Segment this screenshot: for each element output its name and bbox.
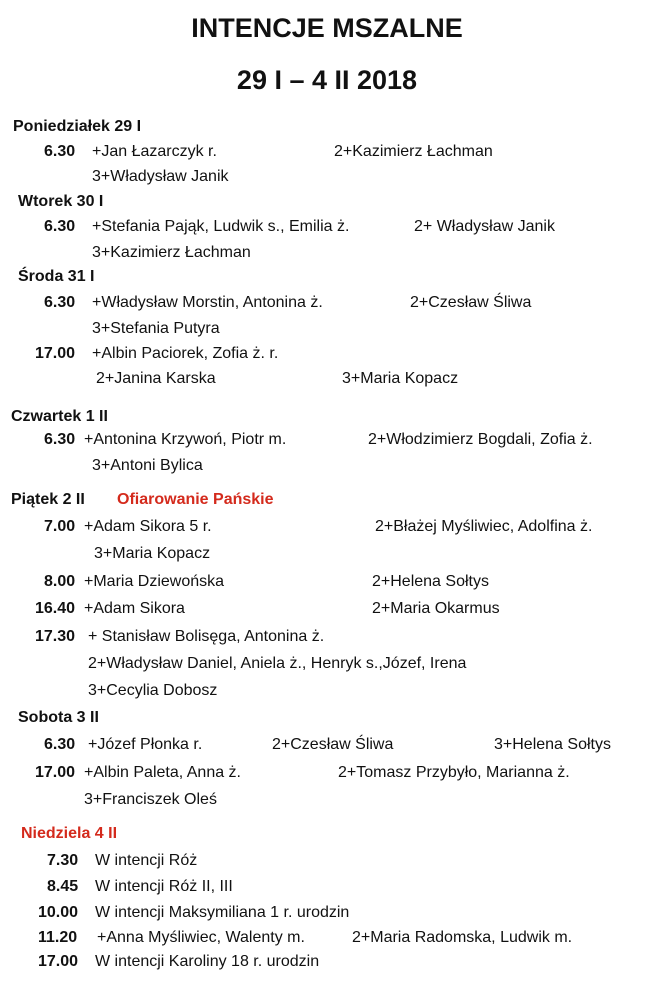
intention: 2+Janina Karska — [96, 370, 216, 387]
intention: 3+Maria Kopacz — [342, 370, 459, 387]
intention: 3+Maria Kopacz — [94, 545, 211, 562]
intention: 2+Włodzimierz Bogdali, Zofia ż. — [368, 431, 593, 448]
mass-time: 17.30 — [35, 628, 76, 645]
mass-time: 17.00 — [35, 764, 76, 781]
intention: 2+Maria Radomska, Ludwik m. — [352, 929, 573, 946]
intention: 3+Władysław Janik — [92, 168, 229, 185]
intention: 2+Kazimierz Łachman — [334, 143, 493, 160]
intention: 3+Helena Sołtys — [494, 736, 611, 753]
intention: +Jan Łazarczyk r. — [92, 143, 217, 160]
intention: +Albin Paciorek, Zofia ż. r. — [92, 345, 279, 362]
intention: W intencji Róż — [95, 852, 198, 869]
feast-name: Ofiarowanie Pańskie — [117, 491, 274, 508]
intention: 3+Kazimierz Łachman — [92, 244, 251, 261]
intention: 2+Czesław Śliwa — [272, 736, 394, 753]
intention: +Stefania Pająk, Ludwik s., Emilia ż. — [92, 218, 350, 235]
intention: W intencji Maksymiliana 1 r. urodzin — [95, 904, 350, 921]
intention: W intencji Karoliny 18 r. urodzin — [95, 953, 320, 970]
day-heading-friday: Piątek 2 II — [11, 491, 85, 508]
mass-time: 6.30 — [44, 143, 76, 160]
mass-time: 6.30 — [44, 218, 76, 235]
day-heading-monday: Poniedziałek 29 I — [13, 118, 142, 135]
intention: + Stanisław Bolisęga, Antonina ż. — [88, 628, 325, 645]
mass-time: 7.00 — [44, 518, 76, 535]
intention: 3+Cecylia Dobosz — [88, 682, 218, 699]
intention: 3+Antoni Bylica — [92, 457, 203, 474]
intention: 2+Błażej Myśliwiec, Adolfina ż. — [375, 518, 593, 535]
mass-time: 6.30 — [44, 294, 76, 311]
intention: +Adam Sikora 5 r. — [84, 518, 212, 535]
intention: +Anna Myśliwiec, Walenty m. — [97, 929, 305, 946]
intention: 2+Maria Okarmus — [372, 600, 500, 617]
intention: 3+Stefania Putyra — [92, 320, 220, 337]
intention: +Albin Paleta, Anna ż. — [84, 764, 241, 781]
intention: W intencji Róż II, III — [95, 878, 233, 895]
intention: +Antonina Krzywoń, Piotr m. — [84, 431, 287, 448]
day-heading-thursday: Czwartek 1 II — [11, 408, 108, 425]
mass-time: 6.30 — [44, 736, 76, 753]
intention: +Adam Sikora — [84, 600, 185, 617]
mass-time: 17.00 — [38, 953, 79, 970]
intention: 2+Tomasz Przybyło, Marianna ż. — [338, 764, 570, 781]
intention: +Władysław Morstin, Antonina ż. — [92, 294, 323, 311]
page-title: INTENCJE MSZALNE — [191, 13, 463, 43]
mass-time: 11.20 — [38, 929, 78, 946]
day-heading-sunday: Niedziela 4 II — [21, 825, 118, 842]
intention: 2+Czesław Śliwa — [410, 294, 532, 311]
page-subtitle: 29 I – 4 II 2018 — [236, 65, 418, 95]
day-heading-saturday: Sobota 3 II — [18, 709, 99, 726]
mass-time: 16.40 — [35, 600, 76, 617]
mass-time: 8.00 — [44, 573, 76, 590]
mass-time: 8.45 — [47, 878, 79, 895]
intention: +Józef Płonka r. — [88, 736, 203, 753]
intention: 3+Franciszek Oleś — [84, 791, 217, 808]
day-heading-wednesday: Środa 31 I — [18, 268, 95, 285]
mass-time: 10.00 — [38, 904, 79, 921]
mass-time: 6.30 — [44, 431, 76, 448]
intention: 2+ Władysław Janik — [414, 218, 555, 235]
intention: 2+Władysław Daniel, Aniela ż., Henryk s.,Józef, Irena — [88, 655, 467, 672]
intention: 2+Helena Sołtys — [372, 573, 489, 590]
intention: +Maria Dziewońska — [84, 573, 225, 590]
mass-time: 7.30 — [47, 852, 79, 869]
day-heading-tuesday: Wtorek 30 I — [18, 193, 104, 210]
mass-time: 17.00 — [35, 345, 76, 362]
